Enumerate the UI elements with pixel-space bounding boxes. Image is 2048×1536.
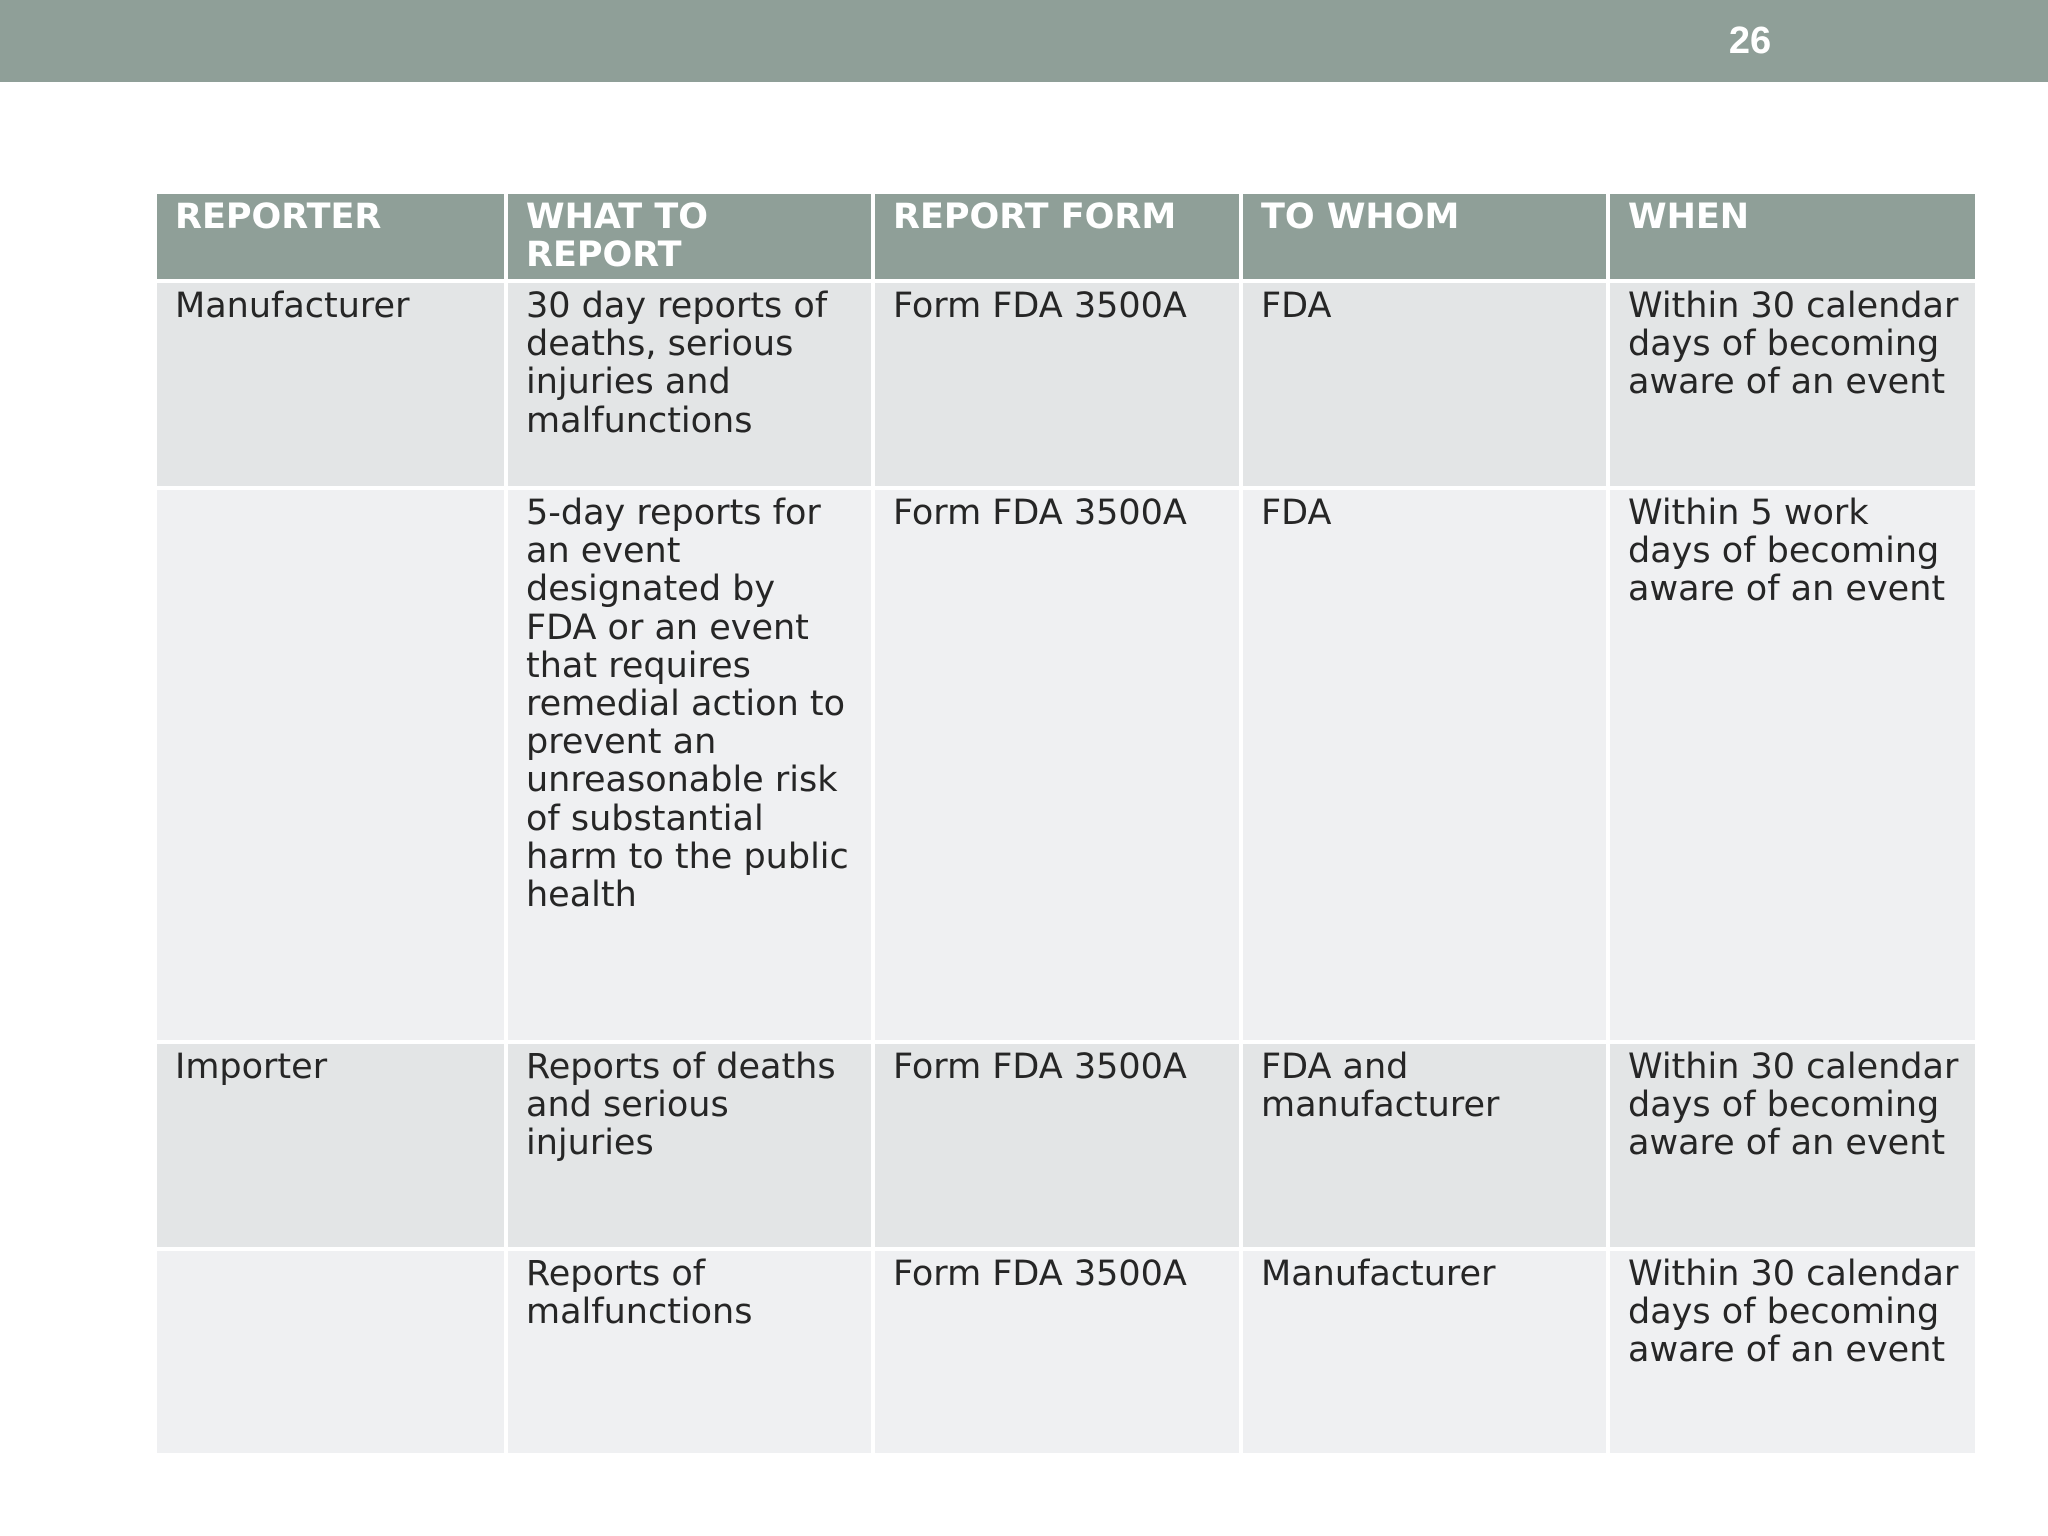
- cell-report-form: Form FDA 3500A: [873, 281, 1241, 488]
- cell-what-to-report: Reports of deaths and serious injuries: [506, 1042, 873, 1249]
- cell-reporter: [155, 488, 506, 1042]
- cell-what-to-report: Reports of malfunctions: [506, 1249, 873, 1455]
- table-row: [155, 281, 1977, 488]
- slide-number: 26: [1728, 20, 1772, 62]
- header-what-to-report: WHAT TO REPORT: [506, 192, 873, 281]
- table-row: [155, 1042, 1977, 1249]
- cell-report-form: Form FDA 3500A: [873, 488, 1241, 1042]
- mdr-reporting-table: [153, 190, 1979, 1457]
- table-row: [155, 488, 1977, 1042]
- cell-to-whom: FDA: [1241, 488, 1608, 1042]
- header-to-whom: TO WHOM: [1241, 192, 1608, 281]
- header-report-form: REPORT FORM: [873, 192, 1241, 281]
- cell-what-to-report: 30 day reports of deaths, serious injuries and malfunctions: [506, 281, 873, 488]
- table-row: [155, 1249, 1977, 1455]
- cell-to-whom: FDA: [1241, 281, 1608, 488]
- cell-report-form: Form FDA 3500A: [873, 1042, 1241, 1249]
- table-header-row: [155, 192, 1977, 281]
- cell-report-form: Form FDA 3500A: [873, 1249, 1241, 1455]
- cell-when: Within 5 work days of becoming aware of an event: [1608, 488, 1977, 1042]
- cell-to-whom: Manufacturer: [1241, 1249, 1608, 1455]
- cell-when: Within 30 calendar days of becoming aware of an event: [1608, 1042, 1977, 1249]
- cell-what-to-report: 5-day reports for an event designated by FDA or an event that requires remedial action to prevent an unreasonable risk of substantial harm to the public health: [506, 488, 873, 1042]
- cell-reporter: [155, 1249, 506, 1455]
- slide-header-bar: [0, 0, 2048, 82]
- cell-to-whom: FDA and manufacturer: [1241, 1042, 1608, 1249]
- cell-reporter: Importer: [155, 1042, 506, 1249]
- header-when: WHEN: [1608, 192, 1977, 281]
- cell-when: Within 30 calendar days of becoming aware of an event: [1608, 281, 1977, 488]
- cell-when: Within 30 calendar days of becoming aware of an event: [1608, 1249, 1977, 1455]
- cell-reporter: Manufacturer: [155, 281, 506, 488]
- header-reporter: REPORTER: [155, 192, 506, 281]
